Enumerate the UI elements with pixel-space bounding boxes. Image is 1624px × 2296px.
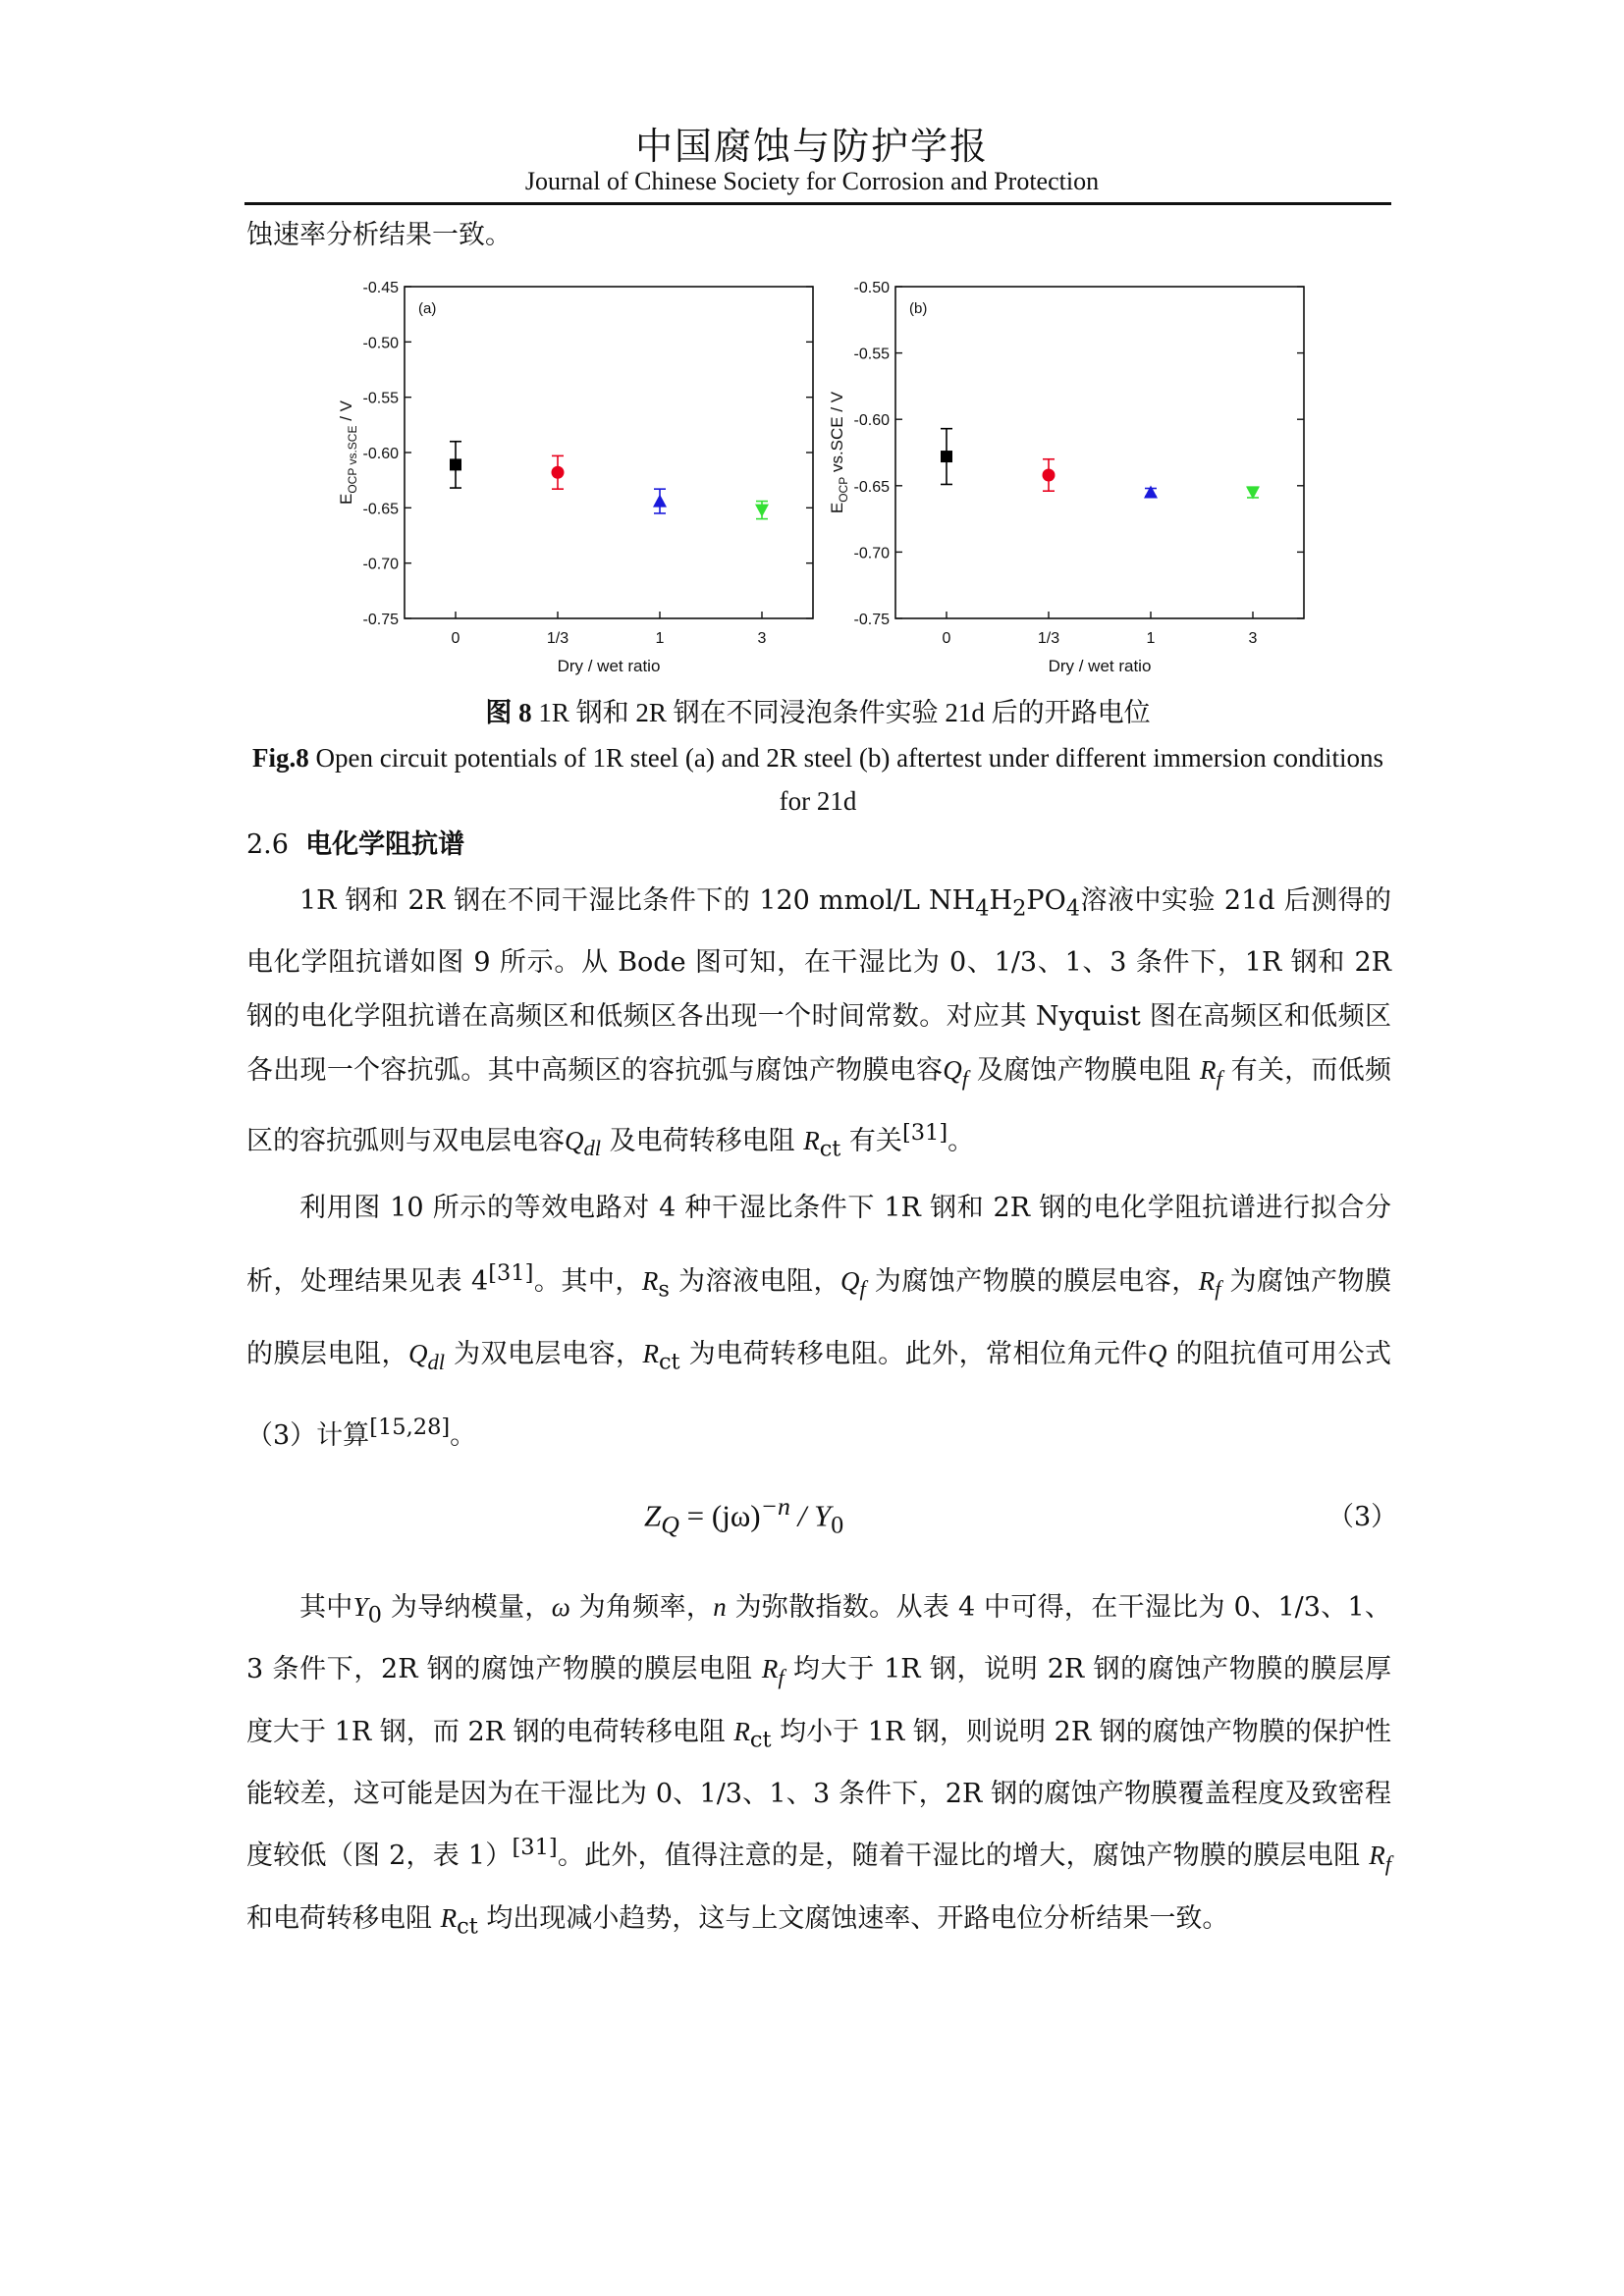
figure-caption-en-label: Fig.8 [252,743,309,773]
figure-caption-cn-text: 1R 钢和 2R 钢在不同浸泡条件实验 21d 后的开路电位 [531,698,1151,727]
section-number: 2.6 [246,829,289,860]
y-tick-label: -0.75 [362,612,399,628]
y-tick-label: -0.45 [362,280,399,296]
journal-title-cn: 中国腐蚀与防护学报 [634,125,989,168]
y-tick-label: -0.60 [853,412,890,430]
y-tick-label: -0.60 [362,446,399,462]
journal-title-en: Journal of Chinese Society for Corrosion and Protection [524,167,1100,195]
top-text-fragment: 蚀速率分析结果一致。 [246,220,512,250]
x-tick-label: 1/3 [546,630,569,647]
data-point [450,458,461,470]
data-point [653,495,667,507]
x-tick-label: 1 [1146,630,1156,647]
paragraph-2: 利用图 10 所示的等效电路对 4 种干湿比条件下 1R 钢和 2R 钢的电化学阻抗谱进行拟合分析，处理结果见表 4[31]。其中，$R_s$ 为溶液电阻，$Q_f$ 为腐蚀产物膜的膜层电容，$R_f$ 为腐蚀产物膜的膜层电阻，$Q_{dl}$ 为双电层电容，$R_{ct}$ 为电荷转移电阻。此外，常相位角元件Q 的阻抗值可用公式（3）计算[15,28]。 [246,1193,1391,1451]
y-axis-label: $E_{OCP}$ vs.SCE / V [828,391,850,514]
paragraph-3: 其中$Y_0$ 为导纳模量，ω 为角频率，n 为弥散指数。从表 4 中可得，在干湿比为 0、1/3、1、3 条件下，2R 钢的腐蚀产物膜的膜层电阻 $R_f$ 均大于 1R 钢，说明 2R 钢的腐蚀产物膜的膜层厚度大于 1R 钢，而 2R 钢的电荷转移电阻 $R_{ct}$ 均小于 1R 钢，则说明 2R 钢的腐蚀产物膜的保护性能较差，这可能是因为在干湿比为 0、1/3、1、3 条件下，2R 钢的腐蚀产物膜覆盖程度及致密程度较低（图 2，表 1）[31]。此外，值得注意的是，随着干湿比的增大，腐蚀产物膜的膜层电阻 $R_f$ 和电荷转移电阻 $R_{ct}$ 均出现减小趋势，这与上文腐蚀速率、开路电位分析结果一致。 [246,1592,1391,1939]
x-axis-label: Dry / wet ratio [1048,657,1152,675]
y-tick-label: -0.70 [853,545,890,562]
y-tick-label: -0.65 [362,501,399,518]
x-tick-label: 0 [942,630,951,647]
figure-caption-cn [244,691,1391,734]
x-tick-label: 1 [655,630,665,647]
chart-panel-b [815,273,1326,685]
y-tick-label: -0.55 [362,390,399,407]
data-point [755,505,769,517]
x-tick-label: 3 [1248,630,1258,647]
plot-frame [895,287,1304,618]
data-point [1043,468,1056,481]
data-point [1144,486,1158,499]
data-point [552,466,565,479]
y-axis-label: $E_{OCP vs.SCE}$ / V [337,400,359,505]
panel-label: (b) [909,300,928,317]
x-axis-label: Dry / wet ratio [557,657,661,675]
paragraph-1: 1R 钢和 2R 钢在不同干湿比条件下的 120 mmol/L $NH_4H_2PO_4$溶液中实验 21d 后测得的电化学阻抗谱如图 9 所示。从 Bode 图可知，在干湿比为 0、1/3、1、3 条件下，1R 钢和 2R 钢的电化学阻抗谱在高频区和低频区各出现一个时间常数。对应其 Nyquist 图在高频区和低频区各出现一个容抗弧。其中高频区的容抗弧与腐蚀产物膜电容$Q_f$ 及腐蚀产物膜电阻 $R_f$ 有关，而低频区的容抗弧则与双电层电容$Q_{dl}$ 及电荷转移电阻 $R_{ct}$ 有关[31]。 [246,885,1392,1162]
data-point [941,451,952,462]
header-divider [244,202,1391,205]
y-tick-label: -0.55 [853,346,890,363]
plot-frame [405,287,813,618]
equation-3: $Z_Q = (j\omega)^{-n} / Y_0$ [644,1492,844,1539]
figure-caption-en-text: Open circuit potentials of 1R steel (a) and 2R steel (b) aftertest under different immersion conditions for 21d [308,743,1383,816]
figure-caption-cn-label: 图 8 [485,698,532,727]
y-tick-label: -0.50 [362,335,399,352]
y-tick-label: -0.50 [853,280,890,296]
figure-caption-en [244,736,1391,823]
x-tick-label: 0 [451,630,460,647]
y-tick-label: -0.75 [853,612,890,628]
x-tick-label: 1/3 [1037,630,1060,647]
section-title: 电化学阻抗谱 [305,829,465,860]
equation-number: （3） [1327,1502,1398,1532]
x-tick-label: 3 [757,630,767,647]
section-heading [246,823,464,861]
chart-panel-a [324,273,835,685]
y-tick-label: -0.70 [362,556,399,573]
panel-label: (a) [418,300,437,317]
y-tick-label: -0.65 [853,478,890,496]
